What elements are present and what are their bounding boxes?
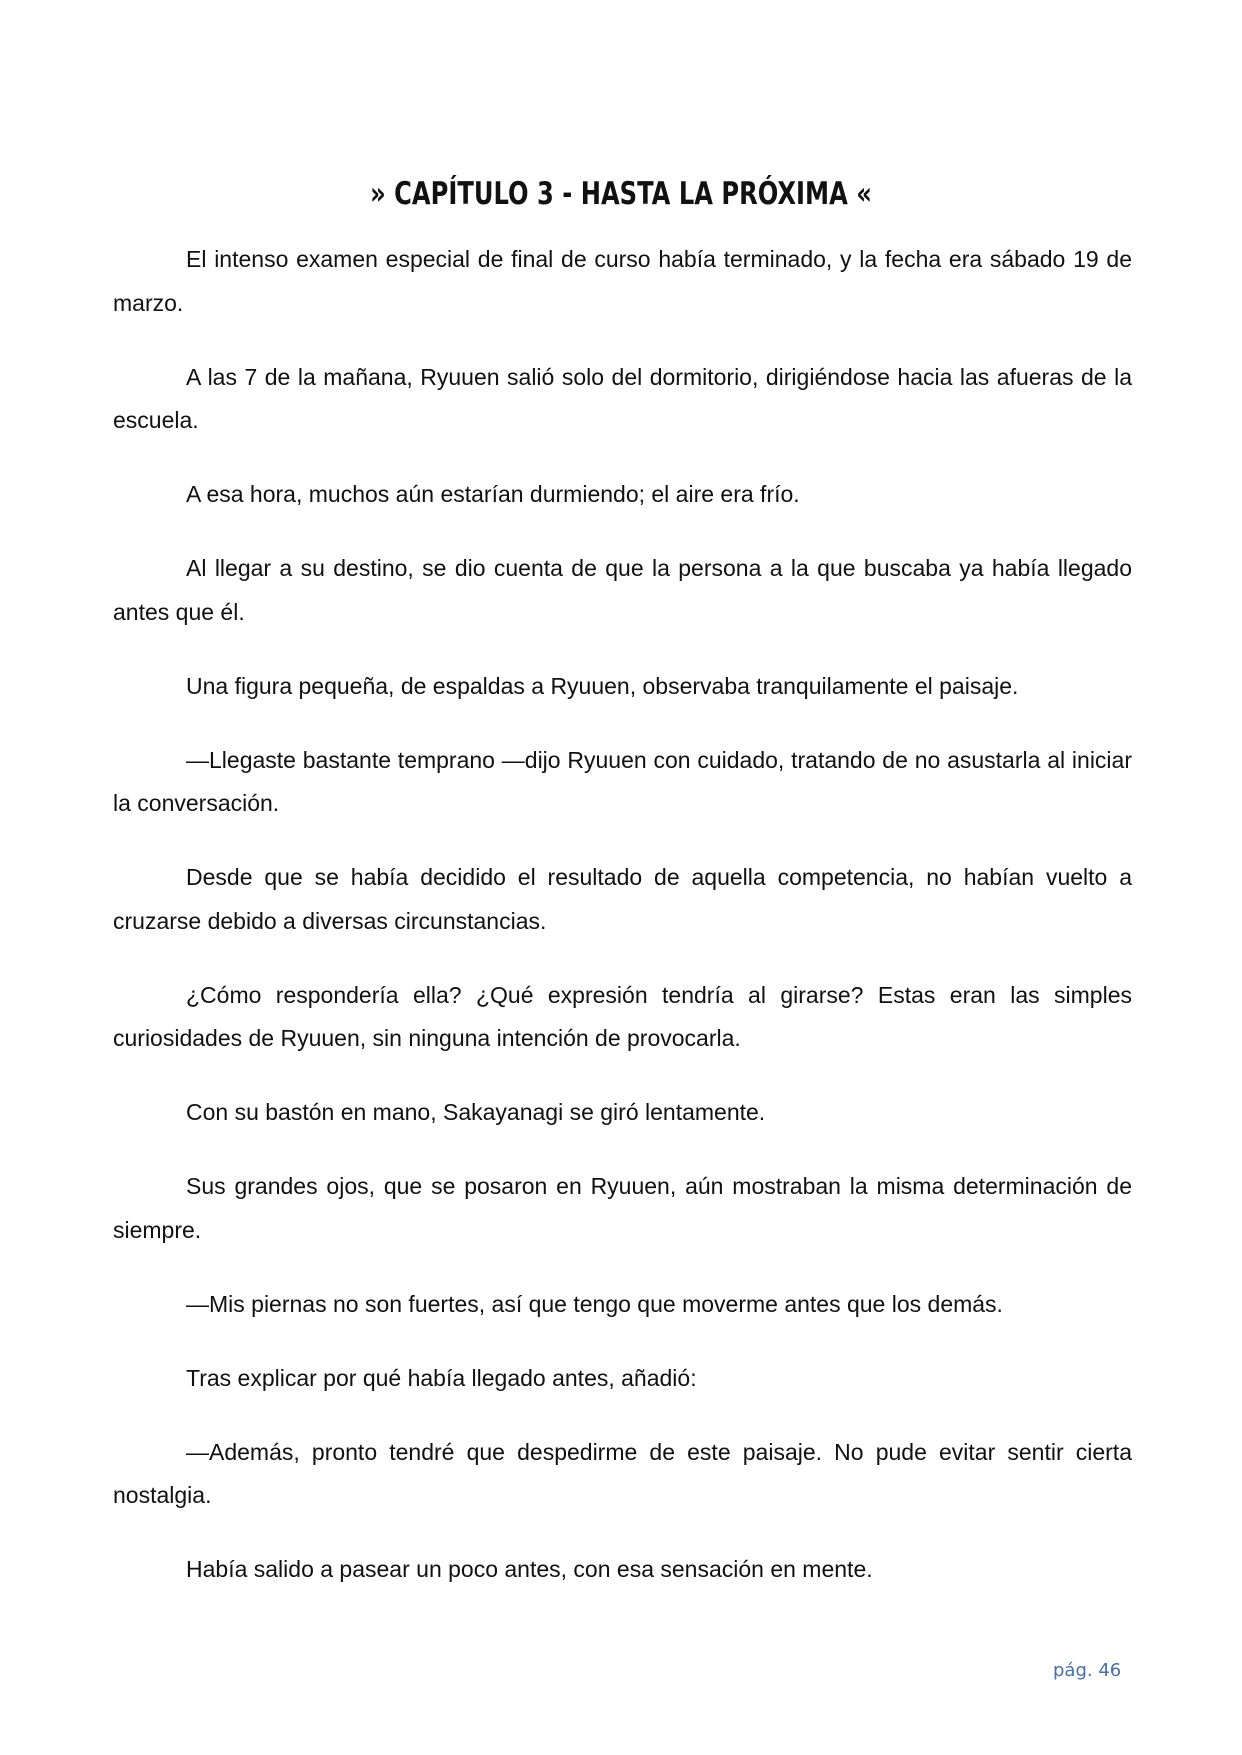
page-number: pág. 46 bbox=[1053, 1660, 1122, 1681]
paragraph: —Mis piernas no son fuertes, así que tengo que moverme antes que los demás. bbox=[186, 1290, 1003, 1317]
paragraph: Al llegar a su destino, se dio cuenta de que la persona a la que buscaba ya había llegado antes que él. bbox=[113, 555, 1132, 625]
paragraph: Con su bastón en mano, Sakayanagi se giró lentamente. bbox=[186, 1099, 766, 1125]
chapter-title: » CAPÍTULO 3 - HASTA LA PRÓXIMA « bbox=[370, 175, 872, 212]
paragraph: Había salido a pasear un poco antes, con esa sensación en mente. bbox=[186, 1556, 873, 1582]
paragraph: A esa hora, muchos aún estarían durmiendo; el aire era frío. bbox=[186, 481, 800, 507]
paragraph: Desde que se había decidido el resultado de aquella competencia, no habían vuelto a cruzarse debido a diversas circunstancias. bbox=[113, 864, 1132, 934]
paragraph: ¿Cómo respondería ella? ¿Qué expresión tendría al girarse? Estas eran las simples curiosidades de Ryuuen, sin ninguna intención de provocarla. bbox=[113, 981, 1132, 1051]
paragraph: El intenso examen especial de final de curso había terminado, y la fecha era sábado 19 de marzo. bbox=[113, 246, 1132, 316]
paragraph: A las 7 de la mañana, Ryuuen salió solo del dormitorio, dirigiéndose hacia las afueras de la escuela. bbox=[113, 363, 1132, 433]
paragraph: Sus grandes ojos, que se posaron en Ryuuen, aún mostraban la misma determinación de siempre. bbox=[113, 1173, 1132, 1243]
chapter-body bbox=[113, 238, 1132, 1622]
paragraph: Tras explicar por qué había llegado antes, añadió: bbox=[186, 1364, 697, 1391]
paragraph: —Llegaste bastante temprano —dijo Ryuuen con cuidado, tratando de no asustarla al iniciar la conversación. bbox=[113, 746, 1132, 816]
paragraph: Una figura pequeña, de espaldas a Ryuuen, observaba tranquilamente el paisaje. bbox=[186, 672, 1019, 699]
paragraph: —Además, pronto tendré que despedirme de este paisaje. No pude evitar sentir cierta nostalgia. bbox=[113, 1438, 1132, 1508]
